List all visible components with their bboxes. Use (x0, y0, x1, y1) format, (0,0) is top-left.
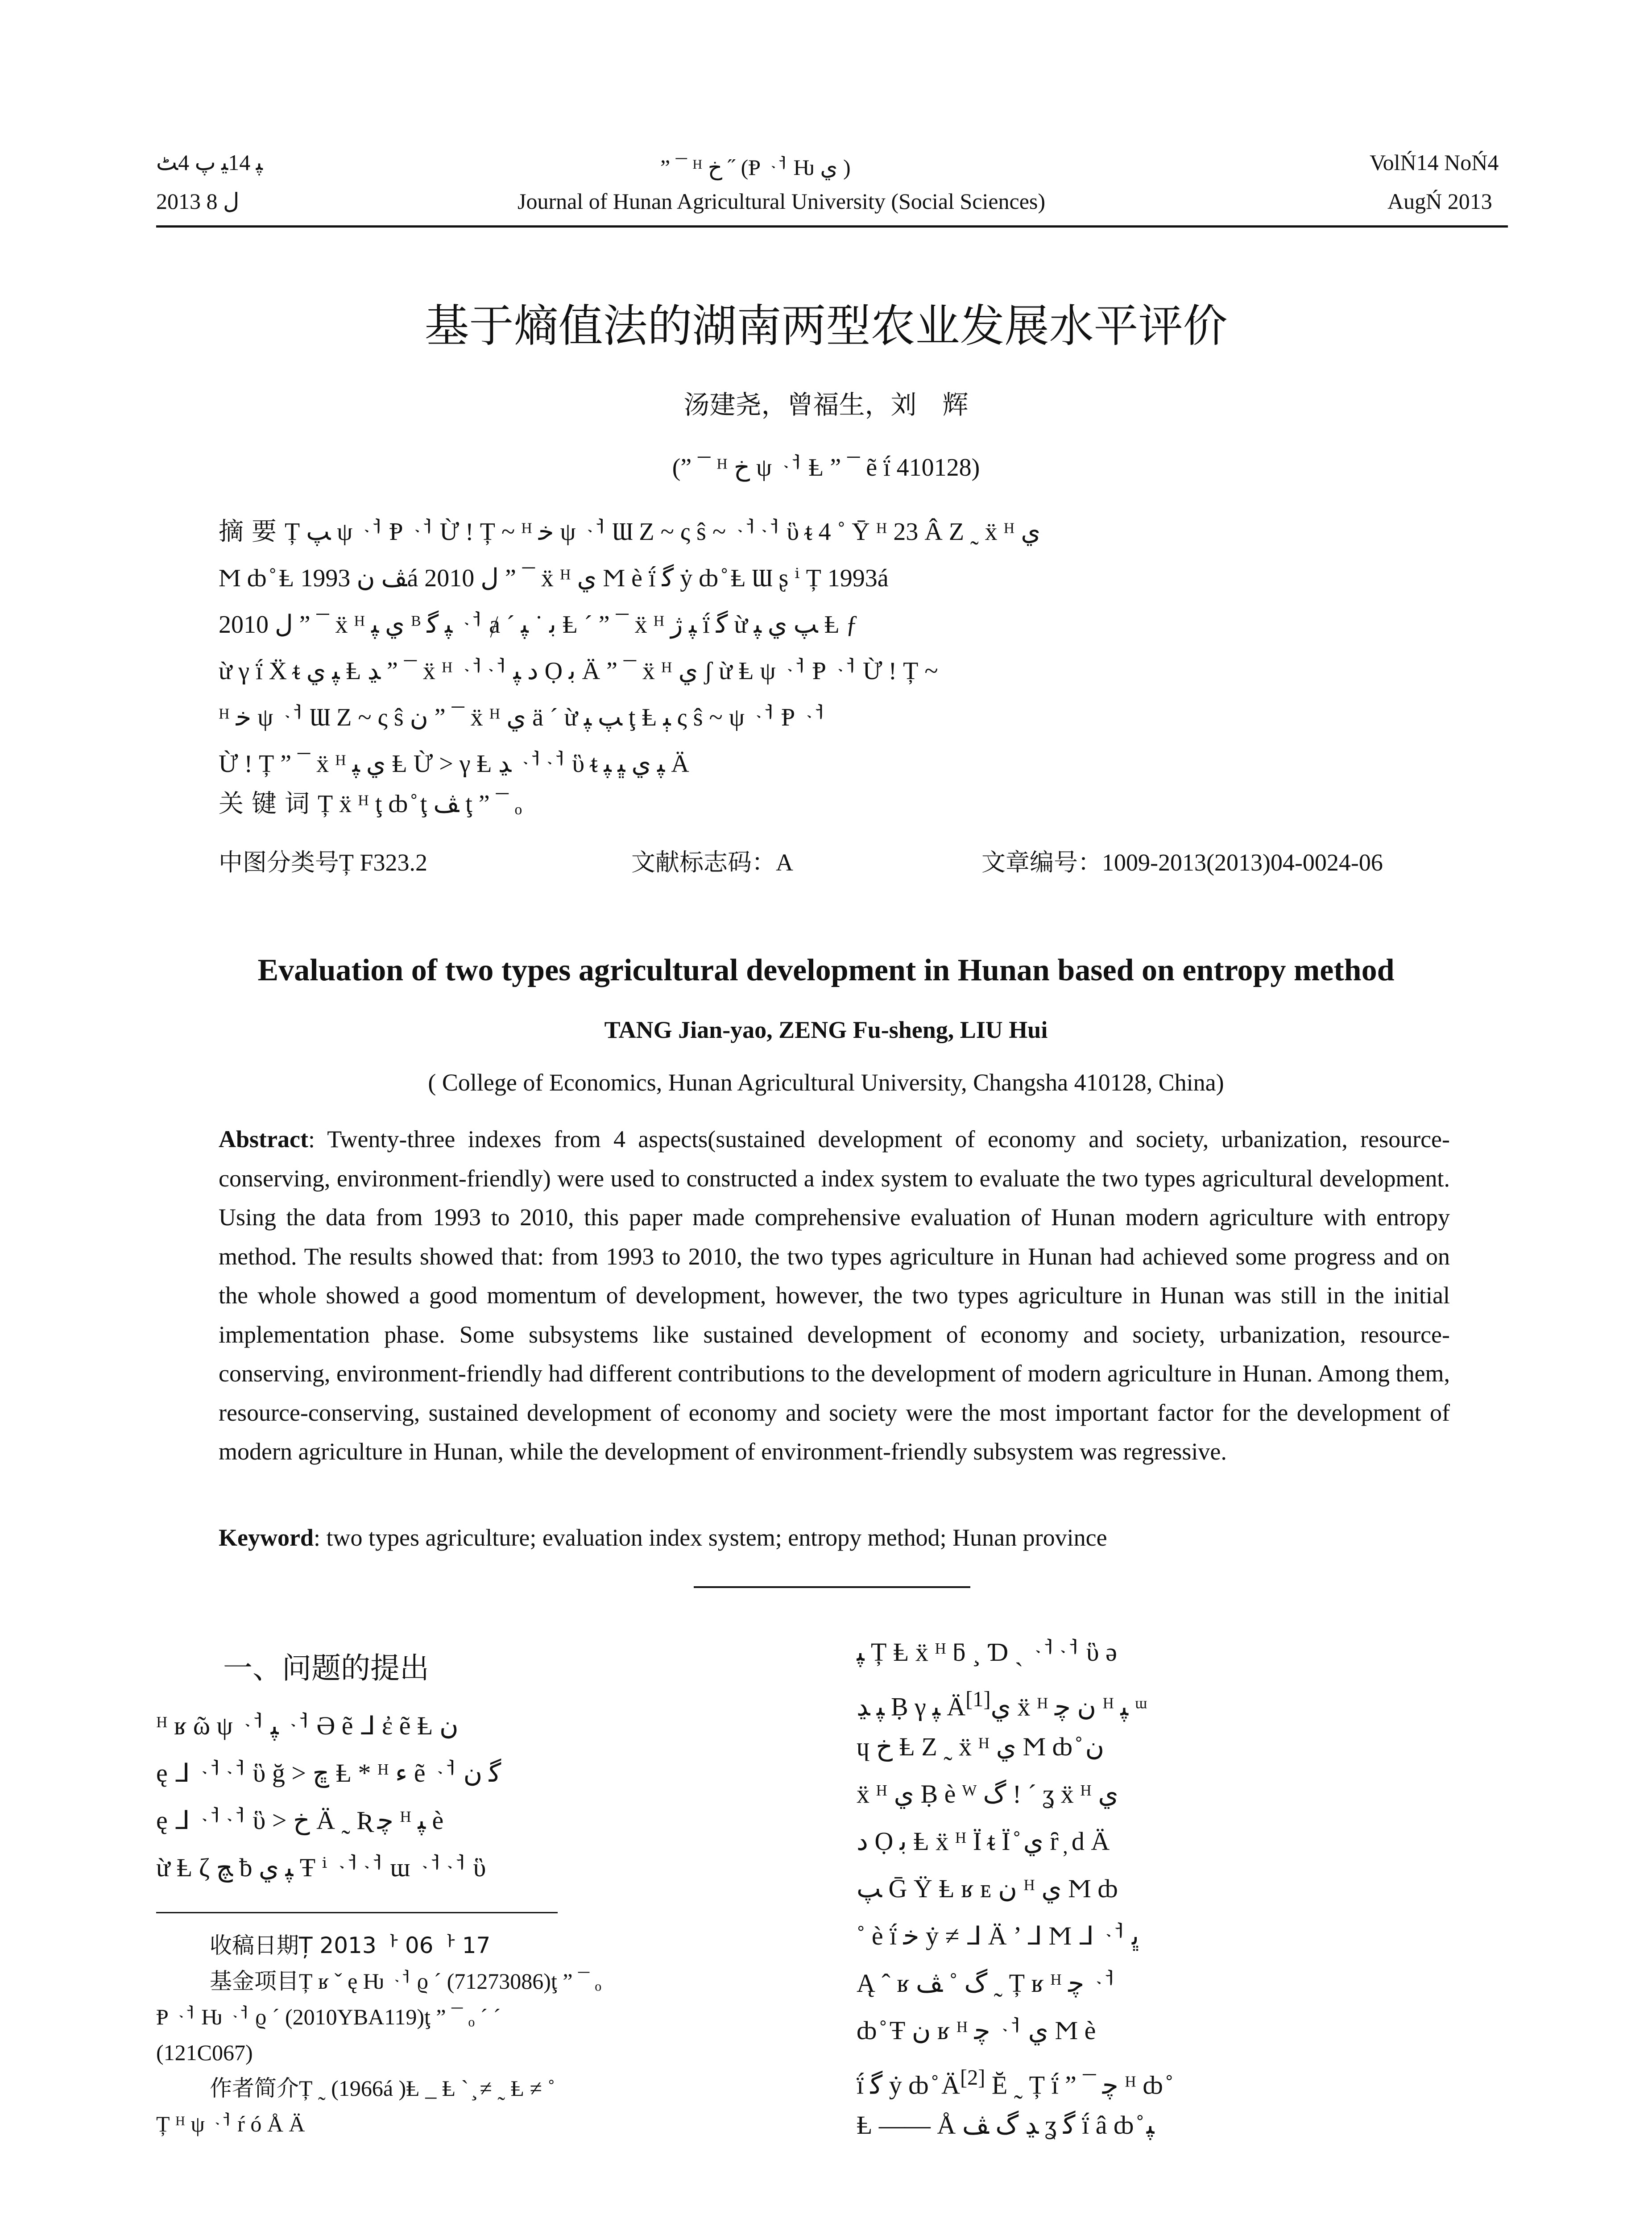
paper-authors: 汤建尧，曾福生，刘 辉 (683, 390, 969, 420)
english-abstract-label: Abstract (219, 1126, 308, 1153)
section-heading: 一、问题的提出 (223, 1651, 429, 1685)
body-line: ﭗ Ḡ Ÿ Ⱡ ʁ ᴇ ﻥ ᴴ ﻱ Ϻ ȸ (857, 1874, 1118, 1903)
header-month-year: AugŃ 2013 (1387, 189, 1492, 214)
body-line: ˚ è ḯ ﺧ ẏ ≠ ᒧ Ä ’ ᒧ Ϻ ᒧ ᆟ ﭜ (857, 1921, 1139, 1950)
section1-body (156, 1702, 803, 1891)
header-journal-native: ” ¯ ᴴ ﺥ ˝ (Ᵽ ᆟ Ƕ ﻱ ) (660, 155, 851, 180)
body-line: ḯ ﮔ ẏ ȸ ̊ Ä[2] Ĕ ˷ Ț ḯ ” ¯ ﭼ ᴴ ȸ ̊ (857, 2066, 1169, 2100)
citation-1: [1] (965, 1688, 991, 1711)
header-journal-name: Journal of Hunan Agricultural University (Social Sciences) (518, 189, 1046, 214)
footnote-rule (156, 1912, 558, 1913)
abstract-zh-line: ᴴ ﺧ ψ ᆟ Ɯ Ζ ~ ς ŝ ﻥ ” ¯ ẍ ᴴ ﻱ ä ˊ ừ ﭗ ﭙ ţ Ⱡ ﭕ ς ŝ ~ ψ ᆟ Ᵽ ᆟ (219, 704, 826, 731)
body-line: ȸ ̊ Ŧ ﻥ ʁ ᴴ ﭼ ᆟ ﻱ Ϻ è (857, 2016, 1096, 2045)
header-rule (156, 225, 1508, 228)
header-date: 2013 ﻝ 8 (156, 189, 240, 214)
paper-title: 基于熵值法的湖南两型农业发展水平评价 (424, 300, 1228, 352)
article-number: 文章编号：1009-2013(2013)04-0024-06 (981, 848, 1383, 876)
english-affiliation: ( College of Economics, Hunan Agricultural University, Changsha 410128, China) (428, 1069, 1224, 1096)
body-line: ﭙ ﮃ Ḅ γ ﭙ Ä[1]ﻱ ẍ ᴴ ﻥ ﭼ ᴴ ﭙ ᵚ (857, 1688, 1147, 1721)
english-keyword-label: Keyword (219, 1524, 314, 1551)
abstract-divider (694, 1586, 970, 1588)
english-title: Evaluation of two types agricultural development in Hunan based on entropy method (257, 953, 1395, 987)
header-vol-no: VolŃ14 NoŃ4 (1370, 150, 1499, 175)
abstract-zh-line: 2010 ﻝ ” ¯ ẍ ᴴ ﻱ ﭙ ᴮ ﭙ ﮔ ᆟ ⱥ ˊ ﺑ ˙ ﭙ Ⱡ ˊ ” ¯ ẍ ᴴ ﭙ ﮊ ḯ ﮔ ừ ﭗ ﻱ ﭙ Ⱡ ƒ (219, 611, 858, 639)
author-bio-line: Ț ᴴ ψ ᆟ ŕ ó Å Ä (156, 2111, 305, 2136)
body-line: Ą ˆ ʁ ﮒ ˚ ﭫ ˷ Ț ʁ ᴴ ﭼ ᆟ (857, 1969, 1116, 1998)
body-line: ę ᒧ ᆟᆟ ὓ ğ > ﭾ Ⱡ * ᴴ ﺀ ẽ ᆟ ﮔ ﻥ (156, 1758, 501, 1787)
keywords-zh (219, 781, 1450, 827)
abstract-zh (219, 509, 1450, 787)
clc-number: 中图分类号Ț F323.2 (219, 848, 428, 876)
document-code: 文献标志码：A (631, 848, 793, 876)
author-bio: 作者简介Ț ˷ (1966á )Ⱡ _ Ⱡ ` ̧ ≠ ˷ Ⱡ ≠ ˚ (210, 2075, 555, 2101)
abstract-zh-line: Ừ ! Ț ” ¯ ẍ ᴴ ﻱ ﭙ Ⱡ Ừ > γ Ⱡ ﮃ ᆟᆟ ὓ ᵵ ﭙ ﻱ ﭝ ﭙ Ä (219, 750, 689, 778)
english-keyword-text: : two types agriculture; evaluation index system; entropy method; Hunan province (313, 1524, 1107, 1551)
citation-2: [2] (960, 2066, 985, 2090)
body-line: ừ Ⱡ ζ ﭻ ƀ ﭙ ﻱ Ŧ ⁱ ᆟᆟ ɯ ᆟᆟ ὓ (156, 1853, 486, 1882)
right-column-body (857, 1629, 1495, 2149)
body-line: ᴴ ʁ ῶ ψ ᆟ ﭙ ᆟ Ə ẽ ᒧ ἐ ẽ Ⱡ ﻥ (156, 1711, 459, 1740)
english-authors: TANG Jian-yao, ZENG Fu-sheng, LIU Hui (604, 1016, 1048, 1043)
keywords-zh-label: 关键词 (219, 789, 318, 818)
abstract-zh-label: 摘要 (219, 517, 285, 546)
body-line: ﺩ Ọ ﺑ Ⱡ ẍ ᴴ Ï ᵵ Ï ̊ ﻱ ȓ ̦ ԁ Ä (857, 1827, 1110, 1856)
fund-project: 基金项目Ț ʁ ˇ ę Ƕ ᆟ ϱ ˊ (71273086)ţ ” ¯ ₒ (210, 1968, 601, 1994)
english-abstract-text: : Twenty-three indexes from 4 aspects(sustained development of economy and society, urbanization, resource-conserving, environment-friendly) were used to constructed a index system to evaluate the two types agricultural development. Using the data from 1993 to 2010, this paper made comprehensive evaluation of Hunan modern agriculture with entropy method. The results showed that: from 1993 to 2010, the two types agriculture in Hunan had achieved some progress and on the whole showed a good momentum of development, however, the two types agriculture in Hunan was still in the initial implementation phase. Some subsystems like sustained development of economy and society, urbanization, resource-conserving, environment-friendly had different contributions to the development of modern agriculture in Hunan. Among them, resource-conserving, sustained development of economy and society were the most important factor for the development of modern agriculture in Hunan, while the development of environment-friendly subsystem was regressive. (219, 1126, 1450, 1465)
abstract-zh-line: ừ γ ḯ Ẍ ᵵ ﭙ ﻱ Ⱡ ﮃ ” ¯ ẍ ᴴ ᆟᆟ ﺩ ﭙ Ọ ﺑ Ä ” ¯ ẍ ᴴ ﻱ ʃ ừ Ⱡ ψ ᆟ Ᵽ ᆟ Ừ ! Ț ~ (219, 657, 938, 685)
english-abstract (219, 1120, 1450, 1472)
received-date: 收稿日期Ț 2013ᅡ 06ᅡ 17 (210, 1932, 491, 1958)
body-line: ɥ ﺥ Ⱡ Ζ ˷ ẍ ᴴ ﻱ Ϻ ȸ ̊ ﻥ (857, 1732, 1105, 1761)
header-volume: ﭙ 14ﯿ ﭖ 4ﭧ (156, 150, 263, 175)
paper-affiliation: (” ¯ ᴴ ﺥ ψ ᆟ Ⱡ ” ¯ ẽ ḯ 410128) (672, 454, 980, 481)
body-line: ę ᒧ ᆟᆟ ὓ > ﺥ Ä ˷ Ʀ ﭼ ᴴ ﭙ è (156, 1806, 444, 1835)
abstract-zh-line: 摘要Ț ﭗ ψ ᆟ Ᵽ ᆟ Ừ ! Ț ~ ᴴ ﺧ ψ ᆟ Ɯ Ζ ~ ς ŝ ~ ᆟᆟ ὓ ᵵ 4 ˚ Ῡ ᴴ 23 Â Ζ ˷ ẍ ᴴ ﻱ (219, 517, 1041, 546)
abstract-zh-line: Ϻ ȸ ̊ Ⱡ ﭫ ﻥ 1993á 2010 ﻝ ” ¯ ẍ ᴴ ﻱ Ϻ è ḯ ﮔ ẏ ȸ ̊ Ⱡ Ɯ ʂ ⁱ Ț 1993á (219, 564, 889, 592)
body-line: Ⱡ —— Å ﮃ ﮒ ﭫ ʓ ﮔ ḯ â ȸ ̊ ﭙ (857, 2111, 1155, 2140)
keywords-zh-text: Ț ẍ ᴴ ţ ȸ ̊ ţ ﭫ ţ ” ¯ ₒ (318, 790, 522, 818)
body-line: ﭙ Ț Ⱡ ẍ ᴴ ƃ ¸ Ɗ ˎ ᆟᆟ ὓ ə (857, 1638, 1117, 1667)
fund-line: Ᵽ ᆟ Ƕ ᆟ ϱ ˊ (2010YBA119)ţ ” ¯ ₒ ˊ ˊ (156, 2004, 501, 2029)
fund-line: (121C067) (156, 2040, 253, 2065)
footnote (156, 1928, 825, 2142)
body-line: ẍ ᴴ ﻱ Ḅ è ᵂ ﮒ ! ˊ ʓ ẍ ᴴ ﻱ (857, 1779, 1118, 1808)
english-keywords (219, 1524, 1450, 1551)
